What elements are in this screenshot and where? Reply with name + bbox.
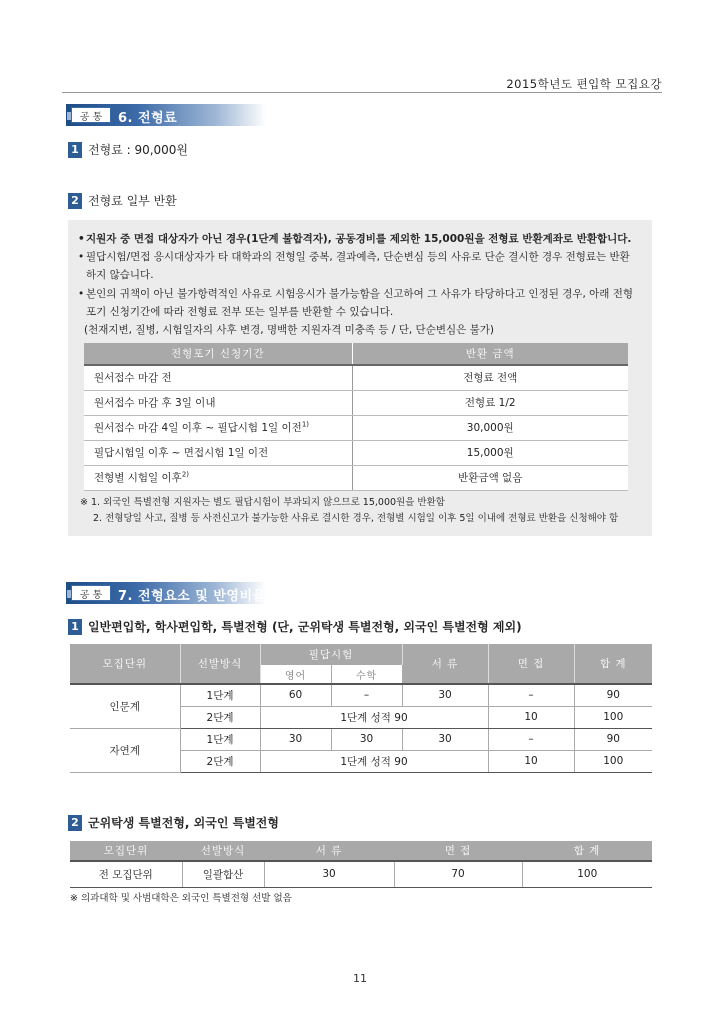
method-lump: 일괄합산 bbox=[182, 861, 264, 887]
refund-period-cell bbox=[84, 415, 352, 440]
special-admission-heading-text: 군위탁생 특별전형, 외국인 특별전형 bbox=[88, 816, 279, 830]
table-row bbox=[84, 390, 628, 415]
footnote-marker: 2) bbox=[181, 470, 190, 479]
footnote-marker: 1) bbox=[301, 420, 309, 429]
bullet-2 bbox=[78, 248, 630, 266]
total-score: 90 bbox=[574, 684, 652, 706]
refund-note-1: ※ 1. 외국인 특별전형 지원자는 별도 필답시험이 부과되지 않으므로 15,000원을 반환함 bbox=[80, 497, 445, 508]
unit-sciences: 자연계 bbox=[70, 728, 180, 772]
unit-all: 전 모집단위 bbox=[70, 861, 182, 887]
header-total: 합 계 bbox=[522, 841, 652, 861]
interview-score: 70 bbox=[394, 861, 522, 887]
header-interview: 면 접 bbox=[394, 841, 522, 861]
number-badge: 2 bbox=[68, 815, 82, 831]
table-row bbox=[70, 684, 652, 706]
stage-cell: 2단계 bbox=[180, 750, 260, 772]
general-admission-heading bbox=[68, 618, 522, 635]
refund-amount: 전형료 전액 bbox=[352, 365, 628, 390]
fee-heading-text: 전형료 : 90,000원 bbox=[88, 143, 189, 157]
header-unit: 모집단위 bbox=[70, 841, 182, 861]
table-row bbox=[84, 365, 628, 390]
total-score: 100 bbox=[522, 861, 652, 887]
bullet-3-line-2: 포기 신청기간에 따라 전형료 전부 또는 일부를 반환할 수 있습니다. bbox=[86, 306, 394, 318]
special-note: ※ 의과대학 및 사범대학은 외국인 특별전형 선발 없음 bbox=[70, 893, 292, 904]
interview-score: 10 bbox=[488, 750, 574, 772]
refund-period: 필답시험일 이후 ~ 면접시험 1일 이전 bbox=[84, 440, 352, 465]
stage-cell: 1단계 bbox=[180, 728, 260, 750]
bullet-dot-icon: • bbox=[78, 251, 85, 263]
refund-period: 원서접수 마감 전 bbox=[84, 365, 352, 390]
number-badge: 1 bbox=[68, 619, 82, 635]
bullet-3-line-3: (천재지변, 질병, 시험일자의 사후 변경, 명백한 지원자격 미충족 등 / 단, 단순변심은 불가) bbox=[84, 324, 494, 336]
section-6-bar bbox=[66, 104, 266, 126]
refund-table-header-amount: 반환 금액 bbox=[352, 343, 628, 365]
fee-heading bbox=[68, 141, 188, 158]
total-score: 100 bbox=[574, 750, 652, 772]
english-score: 60 bbox=[260, 684, 331, 706]
docs-score: 30 bbox=[264, 861, 394, 887]
docs-score: 30 bbox=[402, 684, 488, 706]
refund-amount: 15,000원 bbox=[352, 440, 628, 465]
bullet-1-text: 지원자 중 면접 대상자가 아닌 경우(1단계 불합격자), 공동경비를 제외한 15,000원을 전형료 반환계좌로 반환합니다. bbox=[86, 233, 632, 245]
math-score: 30 bbox=[331, 728, 402, 750]
table-row bbox=[70, 861, 652, 887]
special-selection-table bbox=[70, 841, 652, 888]
refund-period: 전형별 시험일 이후 bbox=[94, 472, 182, 484]
table-row bbox=[84, 465, 628, 490]
refund-period: 원서접수 마감 후 3일 이내 bbox=[84, 390, 352, 415]
refund-heading-text: 전형료 일부 반환 bbox=[88, 194, 177, 208]
stage-cell: 1단계 bbox=[180, 684, 260, 706]
document-header-title: 2015학년도 편입학 모집요강 bbox=[506, 77, 662, 91]
refund-period-cell bbox=[84, 465, 352, 490]
number-badge: 1 bbox=[68, 142, 82, 158]
unit-humanities: 인문계 bbox=[70, 684, 180, 728]
stage-cell: 2단계 bbox=[180, 706, 260, 728]
interview-score: – bbox=[488, 728, 574, 750]
section-7-title: 7. 전형요소 및 반영비율 bbox=[118, 589, 266, 604]
header-method: 선발방식 bbox=[182, 841, 264, 861]
bullet-3 bbox=[78, 285, 633, 303]
header-english: 영어 bbox=[260, 665, 331, 684]
header-total: 합 계 bbox=[574, 644, 652, 684]
header-docs: 서 류 bbox=[264, 841, 394, 861]
header-docs: 서 류 bbox=[402, 644, 488, 684]
merged-score: 1단계 성적 90 bbox=[260, 750, 488, 772]
refund-table bbox=[84, 343, 628, 491]
table-row bbox=[84, 415, 628, 440]
table-row bbox=[84, 440, 628, 465]
bullet-3-text: 본인의 귀책이 아닌 불가항력적인 사유로 시험응시가 불가능함을 신고하여 그 사유가 타당하다고 인정된 경우, 아래 전형 bbox=[86, 288, 634, 300]
interview-score: 10 bbox=[488, 706, 574, 728]
docs-score: 30 bbox=[402, 728, 488, 750]
section-6-tag: 공 통 bbox=[71, 107, 111, 123]
header-method: 선발방식 bbox=[180, 644, 260, 684]
interview-score: – bbox=[488, 684, 574, 706]
total-score: 100 bbox=[574, 706, 652, 728]
section-7-tag: 공 통 bbox=[71, 585, 111, 601]
selection-ratio-table bbox=[70, 644, 652, 773]
refund-note-2: 2. 전형당일 사고, 질병 등 사전신고가 불가능한 사유로 결시한 경우, 전형별 시험일 이후 5일 이내에 전형료 반환을 신청해야 함 bbox=[93, 513, 619, 524]
refund-heading bbox=[68, 192, 177, 209]
header-rule bbox=[62, 92, 662, 93]
english-score: 30 bbox=[260, 728, 331, 750]
refund-amount: 30,000원 bbox=[352, 415, 628, 440]
section-6-title: 6. 전형료 bbox=[118, 111, 178, 126]
bullet-dot-icon: • bbox=[78, 288, 85, 300]
table-row bbox=[70, 728, 652, 750]
special-admission-heading bbox=[68, 814, 279, 831]
section-7-bar bbox=[66, 582, 266, 604]
header-unit: 모집단위 bbox=[70, 644, 180, 684]
total-score: 90 bbox=[574, 728, 652, 750]
page-number: 11 bbox=[353, 972, 367, 985]
bullet-2-text: 필답시험/면접 응시대상자가 타 대학과의 전형일 중복, 결과예측, 단순변심 등의 사유로 단순 결시한 경우 전형료는 반환 bbox=[86, 251, 630, 263]
refund-table-header-period: 전형포기 신청기간 bbox=[84, 343, 352, 365]
refund-period: 원서접수 마감 4일 이후 ~ 필답시험 1일 이전 bbox=[94, 422, 302, 434]
merged-score: 1단계 성적 90 bbox=[260, 706, 488, 728]
general-admission-heading-text: 일반편입학, 학사편입학, 특별전형 (단, 군위탁생 특별전형, 외국인 특별전형 제외) bbox=[88, 620, 522, 634]
refund-amount: 반환금액 없음 bbox=[352, 465, 628, 490]
number-badge: 2 bbox=[68, 193, 82, 209]
bullet-2-line-2: 하지 않습니다. bbox=[86, 269, 154, 281]
bullet-1 bbox=[78, 230, 631, 248]
bullet-dot-icon: • bbox=[78, 233, 85, 245]
refund-amount: 전형료 1/2 bbox=[352, 390, 628, 415]
header-written: 필답시험 bbox=[260, 644, 402, 665]
header-math: 수학 bbox=[331, 665, 402, 684]
header-interview: 면 접 bbox=[488, 644, 574, 684]
math-score: – bbox=[331, 684, 402, 706]
